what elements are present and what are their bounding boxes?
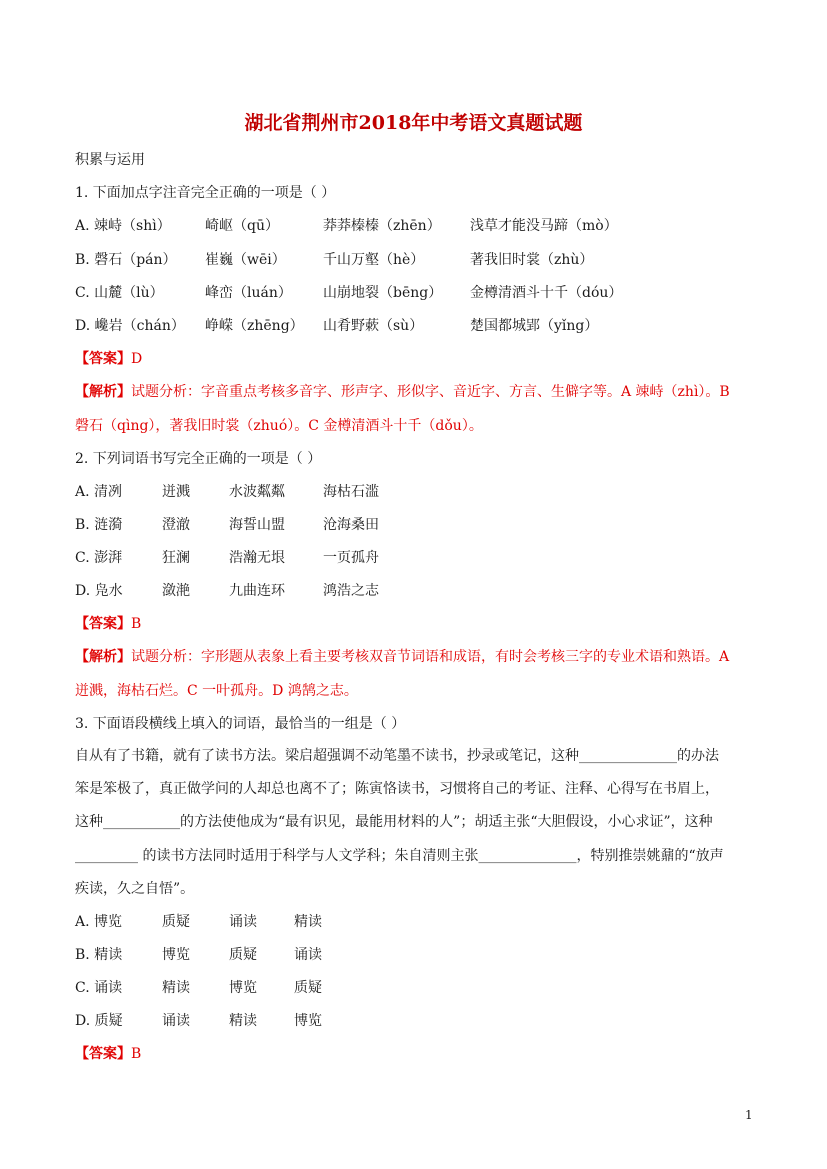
answer-value: D: [131, 351, 143, 367]
option-item: 诵读: [294, 947, 322, 963]
option-item: 诵读: [229, 914, 257, 930]
option-item: 山肴野蔌（sù）: [323, 318, 424, 334]
analysis-text: 试题分析：字形题从表象上看主要考核双音节词语和成语，有时会考核三字的专业术语和熟语。A: [131, 649, 730, 665]
answer-value: B: [131, 616, 142, 632]
option-item: 海誓山盟: [229, 517, 285, 533]
option-item: 千山万壑（hè）: [323, 252, 425, 268]
question-2-analysis: [75, 647, 729, 667]
passage-line: 笨是笨极了，真正做学问的人却总也离不了；陈寅恪读书，习惯将自己的考证、注释、心得写在书眉上，: [75, 781, 719, 797]
option-item: 浩瀚无垠: [229, 550, 285, 566]
question-1-analysis-cont: 磬石（qìng），著我旧时裳（zhuó）。C 金樽清酒斗十千（dǒu）。: [75, 418, 483, 434]
passage-line: 这种___________的方法使他成为“最有识见，最能用材料的人”；胡适主张“大胆假设，小心求证”，这种: [75, 814, 713, 830]
option-item: D. 巉岩（chán）: [75, 318, 185, 334]
option-item: 博览: [229, 980, 257, 996]
option-item: 九曲连环: [229, 583, 285, 599]
passage-line: _________ 的读书方法同时适用于科学与人文学科；朱自清则主张______________，特别推崇姚鼐的“放声: [75, 848, 724, 864]
option-item: B. 涟漪: [75, 517, 123, 533]
page-number: 1: [745, 1108, 753, 1122]
option-item: 质疑: [294, 980, 322, 996]
option-item: 浅草才能没马蹄（mò）: [470, 218, 618, 234]
option-item: 楚国都城郢（yǐng）: [470, 318, 599, 334]
question-1-answer: [75, 349, 142, 369]
option-item: 博览: [162, 947, 190, 963]
option-item: 峥嵘（zhēng）: [205, 318, 304, 334]
option-item: 精读: [294, 914, 322, 930]
option-item: B. 精读: [75, 947, 123, 963]
analysis-text: 试题分析：字音重点考核多音字、形声字、形似字、音近字、方言、生僻字等。A 竦峙（zhì）。B: [131, 384, 730, 400]
answer-tag: 【答案】: [75, 616, 131, 632]
option-item: 潋滟: [162, 583, 190, 599]
passage-line: 疾读，久之自悟”。: [75, 881, 195, 897]
option-item: 海枯石滥: [323, 484, 379, 500]
analysis-tag: 【解析】: [75, 384, 131, 400]
option-item: D. 凫水: [75, 583, 123, 599]
question-1-analysis: [75, 382, 730, 402]
option-item: 精读: [229, 1013, 257, 1029]
answer-tag: 【答案】: [75, 351, 131, 367]
option-item: 水波粼粼: [229, 484, 285, 500]
document-title: 湖北省荆州市2018年中考语文真题试题: [244, 112, 583, 134]
option-item: 质疑: [162, 914, 190, 930]
option-item: 山崩地裂（bēng）: [323, 285, 443, 301]
option-item: A. 竦峙（shì）: [75, 218, 171, 234]
option-item: D. 质疑: [75, 1013, 123, 1029]
option-item: 博览: [294, 1013, 322, 1029]
passage-line: 自从有了书籍，就有了读书方法。梁启超强调不动笔墨不读书，抄录或笔记，这种______________的办法: [75, 748, 719, 764]
option-item: 一页孤舟: [323, 550, 379, 566]
option-item: 崎岖（qū）: [205, 218, 279, 234]
question-2-analysis-cont: 迸溅，海枯石烂。C 一叶孤舟。D 鸿鹄之志。: [75, 683, 358, 699]
option-item: C. 诵读: [75, 980, 123, 996]
option-item: 精读: [162, 980, 190, 996]
option-item: 澄澈: [162, 517, 190, 533]
question-3-answer: [75, 1044, 141, 1064]
option-item: 狂澜: [162, 550, 190, 566]
option-item: 崔巍（wēi）: [205, 252, 286, 268]
option-item: 金樽清酒斗十千（dóu）: [470, 285, 623, 301]
section-heading: 积累与运用: [75, 152, 145, 168]
option-item: A. 清冽: [75, 484, 123, 500]
question-3-stem: 3. 下面语段横线上填入的词语，最恰当的一组是（ ）: [75, 716, 406, 732]
answer-tag: 【答案】: [75, 1046, 131, 1062]
option-item: 沧海桑田: [323, 517, 379, 533]
option-item: 鸿浩之志: [323, 583, 379, 599]
option-item: 峰峦（luán）: [205, 285, 292, 301]
option-item: A. 博览: [75, 914, 123, 930]
option-item: 著我旧时裳（zhù）: [470, 252, 594, 268]
question-2-answer: [75, 614, 141, 634]
option-item: B. 磬石（pán）: [75, 252, 177, 268]
option-item: 迸溅: [162, 484, 190, 500]
question-1-stem: 1. 下面加点字注音完全正确的一项是（ ）: [75, 185, 336, 201]
option-item: C. 山麓（lù）: [75, 285, 164, 301]
question-2-stem: 2. 下列词语书写完全正确的一项是（ ）: [75, 451, 322, 467]
option-item: 莽莽榛榛（zhēn）: [323, 218, 441, 234]
answer-value: B: [131, 1046, 142, 1062]
option-item: C. 澎湃: [75, 550, 123, 566]
option-item: 诵读: [162, 1013, 190, 1029]
option-item: 质疑: [229, 947, 257, 963]
analysis-tag: 【解析】: [75, 649, 131, 665]
